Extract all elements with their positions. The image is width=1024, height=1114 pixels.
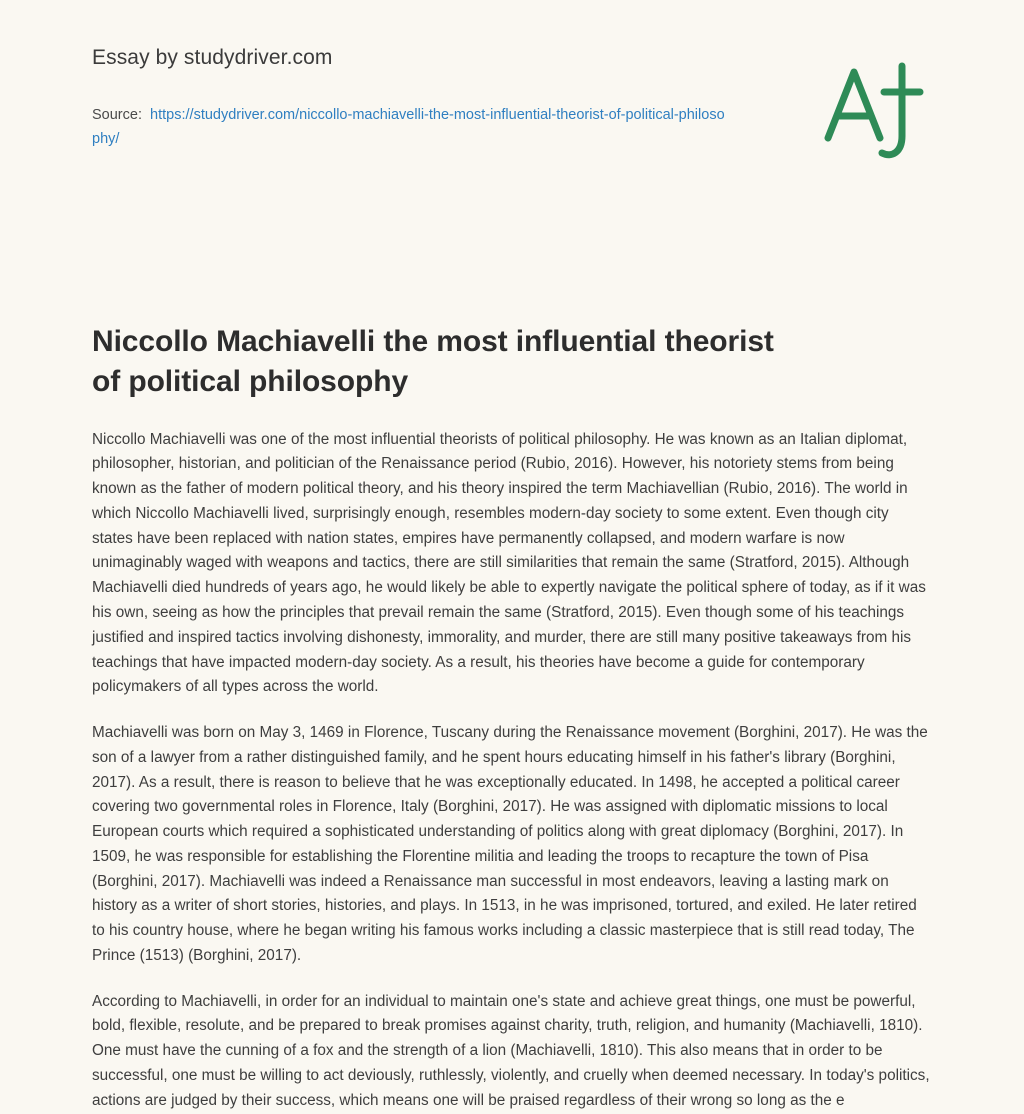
source-line <box>92 104 732 152</box>
paragraph: Niccollo Machiavelli was one of the most influential theorists of political philosophy. He was known as an Italian diplomat, philosopher, historian, and politician of the Renaissance period (Rubio, 2016). However, his notoriety stems from being known as the father of modern political theory, and his theory inspired the term Machiavellian (Rubio, 2016). The world in which Niccollo Machiavelli lived, surprisingly enough, resembles modern-day society to some extent. Even though city states have been replaced with nation states, empires have permanently collapsed, and modern warfare is now unimaginably waged with weapons and tactics, there are still similarities that remain the same (Stratford, 2015). Although Machiavelli died hundreds of years ago, he would likely be able to expertly navigate the political sphere of today, as if it was his own, seeing as how the principles that prevail remain the same (Stratford, 2015). Even though some of his teachings justified and inspired tactics involving dishonesty, immorality, and murder, there are still many positive takeaways from his teachings that have impacted modern-day society. As a result, his theories have become a guide for contemporary policymakers of all types across the world. <box>92 430 926 696</box>
studydriver-logo-icon <box>818 52 928 172</box>
paragraph: Machiavelli was born on May 3, 1469 in Florence, Tuscany during the Renaissance movement (Borghini, 2017). He was the son of a lawyer from a rather distinguished family, and he spent hours educating himself in his father's library (Borghini, 2017). As a result, there is reason to believe that he was exceptionally educated. In 1498, he accepted a political career covering two governmental roles in Florence, Italy (Borghini, 2017). He was assigned with diplomatic missions to local European courts which required a sophisticated understanding of politics along with great diplomacy (Borghini, 2017). In 1509, he was responsible for establishing the Florentine militia and leading the troops to recapture the town of Pisa (Borghini, 2017). Machiavelli was indeed a Renaissance man successful in most endeavors, leaving a lasting mark on history as a writer of short stories, histories, and plays. In 1513, in he was imprisoned, tortured, and exiled. He later retired to his country house, where he began writing his famous works including a classic masterpiece that is still read today, The Prince (1513) (Borghini, 2017). <box>92 724 928 964</box>
source-url-link[interactable]: https://studydriver.com/niccollo-machiavelli-the-most-influential-theorist-of-political-philosophy/ <box>92 107 725 147</box>
source-label: Source: <box>92 107 142 123</box>
page-title: Niccollo Machiavelli the most influential theorist of political philosophy <box>92 324 774 398</box>
essay-by-heading: Essay by studydriver.com <box>92 46 333 69</box>
paragraph: According to Machiavelli, in order for an individual to maintain one's state and achieve great things, one must be powerful, bold, flexible, resolute, and be prepared to break promises against charity, truth, religion, and humanity (Machiavelli, 1810). One must have the cunning of a fox and the strength of a lion (Machiavelli, 1810). This also means that in order to be successful, one must be willing to act deviously, ruthlessly, violently, and cruelly when deemed necessary. In today's politics, actions are judged by their success, which means one will be praised regardless of their wrong so long as the e <box>92 992 930 1109</box>
article-body <box>92 428 932 1114</box>
